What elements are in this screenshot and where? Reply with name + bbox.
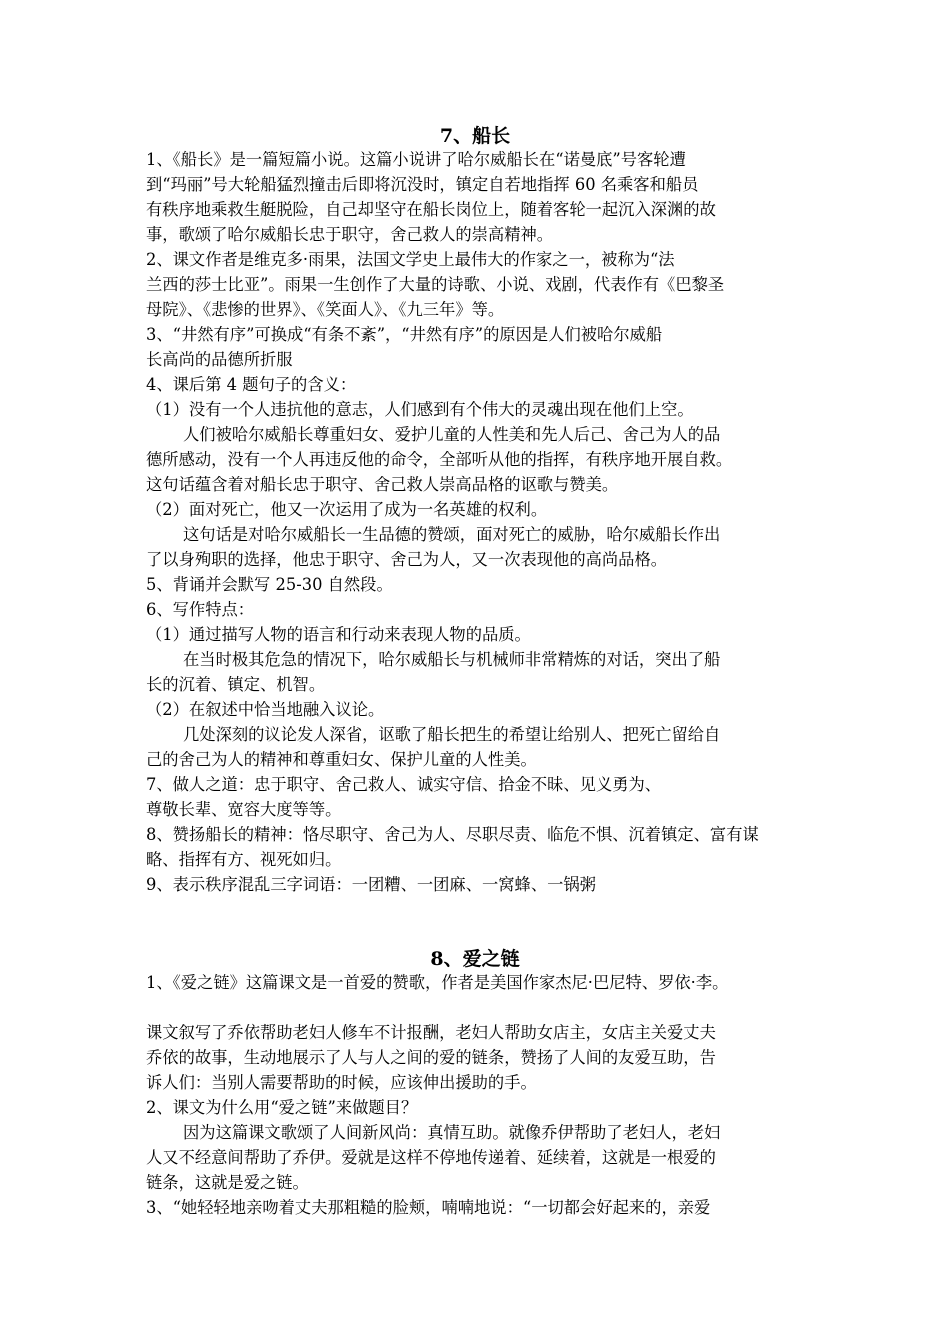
text-line: 因为这篇课文歌颂了人间新风尚：真情互助。就像乔伊帮助了老妇人，老妇 [183,1123,721,1142]
section-title: 8、爱之链 [430,948,520,970]
text-line: 几处深刻的议论发人深省，讴歌了船长把生的希望让给别人、把死亡留给自 [183,725,721,744]
text-line: 这句话是对哈尔威船长一生品德的赞颂，面对死亡的威胁，哈尔威船长作出 [183,525,721,544]
text-line: 人又不经意间帮助了乔伊。爱就是这样不停地传递着、延续着，这就是一根爱的 [146,1148,716,1167]
text-line: 在当时极其危急的情况下，哈尔威船长与机械师非常精炼的对话，突出了船 [183,650,721,669]
text-line: 课文叙写了乔依帮助老妇人修车不计报酬，老妇人帮助女店主，女店主关爱丈夫 [146,1023,716,1042]
text-line: 有秩序地乘救生艇脱险，自己却坚守在船长岗位上，随着客轮一起沉入深渊的故 [146,200,716,219]
text-line: 9、表示秩序混乱三字词语：一团糟、一团麻、一窝蜂、一锅粥 [146,875,596,894]
text-line: （1）没有一个人违抗他的意志，人们感到有个伟大的灵魂出现在他们上空。 [146,400,694,419]
text-line: 长的沉着、镇定、机智。 [146,675,326,694]
text-line: （2）在叙述中恰当地融入议论。 [146,700,385,719]
text-line: 链条，这就是爱之链。 [146,1173,309,1192]
text-line: 7、做人之道：忠于职守、舍己救人、诚实守信、拾金不昧、见义勇为、 [146,775,662,794]
text-line: 这句话蕴含着对船长忠于职守、舍己救人崇高品格的讴歌与赞美。 [146,475,619,494]
text-line: 2、课文为什么用“爱之链”来做题目？ [146,1098,418,1117]
text-line: 乔依的故事，生动地展示了人与人之间的爱的链条，赞扬了人间的友爱互助，告 [146,1048,716,1067]
text-line: 兰西的莎士比亚”。雨果一生创作了大量的诗歌、小说、戏剧，代表作有《巴黎圣 [146,275,725,294]
text-line: 3、“井然有序”可换成“有条不紊”，“井然有序”的原因是人们被哈尔威船 [146,325,663,344]
text-line: 长高尚的品德所折服 [146,350,293,369]
text-line: 3、“她轻轻地亲吻着丈夫那粗糙的脸颊，喃喃地说：“一切都会好起来的，亲爱 [146,1198,711,1217]
text-line: 8、赞扬船长的精神：恪尽职守、舍己为人、尽职尽责、临危不惧、沉着镇定、富有谋 [146,825,759,844]
text-line: （1）通过描写人物的语言和行动来表现人物的品质。 [146,625,531,644]
section-title: 7、船长 [439,125,511,147]
text-line: 己的舍己为人的精神和尊重妇女、保护儿童的人性美。 [146,750,537,769]
text-line: 2、课文作者是维克多·雨果，法国文学史上最伟大的作家之一，被称为“法 [146,250,675,269]
text-line: 5、背诵并会默写 25-30 自然段。 [146,575,393,594]
text-line: 事，歌颂了哈尔威船长忠于职守，舍己救人的崇高精神。 [146,225,554,244]
text-line: （2）面对死亡，他又一次运用了成为一名英雄的权利。 [146,500,548,519]
text-line: 1、《船长》是一篇短篇小说。这篇小说讲了哈尔威船长在“诺曼底”号客轮遭 [146,150,686,169]
text-line: 诉人们：当别人需要帮助的时候，应该伸出援助的手。 [146,1073,537,1092]
text-line: 6、写作特点： [146,600,255,619]
text-line: 1、《爱之链》这篇课文是一首爱的赞歌，作者是美国作家杰尼·巴尼特、罗依·李。 [146,973,729,992]
text-line: 了以身殉职的选择，他忠于职守、舍己为人，又一次表现他的高尚品格。 [146,550,668,569]
text-line: 到“玛丽”号大轮船猛烈撞击后即将沉没时，镇定自若地指挥 60 名乘客和船员 [146,175,699,194]
text-line: 德所感动，没有一个人再违反他的命令，全部听从他的指挥，有秩序地开展自救。 [146,450,733,469]
text-line: 人们被哈尔威船长尊重妇女、爱护儿童的人性美和先人后己、舍己为人的品 [183,425,721,444]
text-line: 4、课后第 4 题句子的含义： [146,375,357,394]
text-line: 略、指挥有方、视死如归。 [146,850,342,869]
text-line: 尊敬长辈、宽容大度等等。 [146,800,342,819]
text-line: 母院》、《悲惨的世界》、《笑面人》、《九三年》等。 [146,300,505,319]
